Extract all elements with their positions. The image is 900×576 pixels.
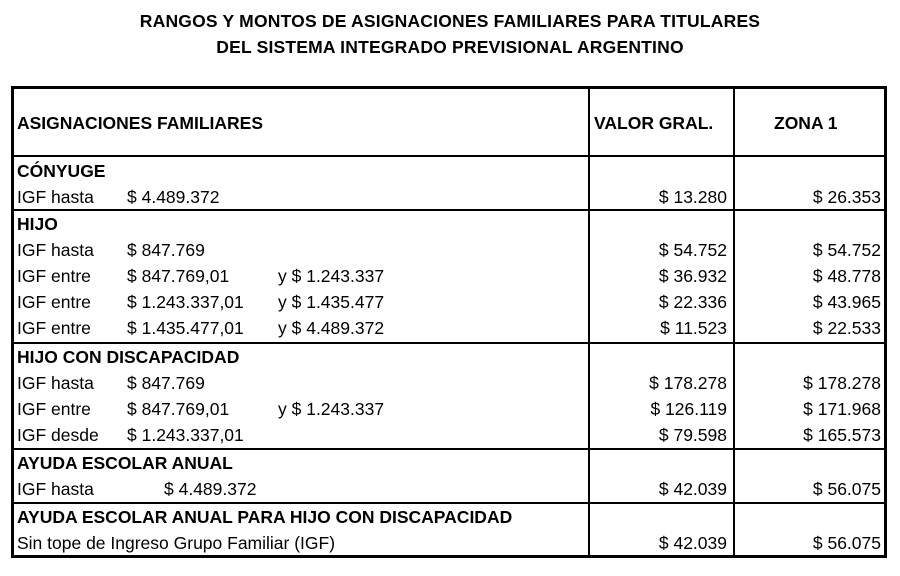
table-row bbox=[14, 184, 884, 210]
table-row bbox=[14, 422, 884, 448]
row-label: IGF desde bbox=[17, 425, 99, 445]
row-from: $ 4.489.372 bbox=[127, 187, 220, 207]
header-valor-gral: VALOR GRAL. bbox=[594, 113, 714, 133]
row-valor-gral: $ 42.039 bbox=[658, 533, 727, 553]
row-from: $ 1.243.337,01 bbox=[127, 425, 244, 445]
row-label: IGF entre bbox=[17, 292, 91, 312]
row-from: $ 847.769,01 bbox=[127, 399, 230, 419]
row-valor-gral: $ 22.336 bbox=[658, 292, 727, 312]
row-valor-gral: $ 42.039 bbox=[658, 479, 727, 499]
table-row bbox=[14, 263, 884, 289]
row-from: $ 847.769 bbox=[127, 373, 205, 393]
section-title-hijo: HIJO bbox=[17, 214, 58, 234]
header-zona-1: ZONA 1 bbox=[774, 113, 838, 133]
row-label: IGF hasta bbox=[17, 240, 94, 260]
row-zona-1: $ 56.075 bbox=[812, 479, 881, 499]
row-label: IGF entre bbox=[17, 266, 91, 286]
header-asignaciones: ASIGNACIONES FAMILIARES bbox=[17, 113, 263, 133]
row-to: y $ 1.243.337 bbox=[278, 266, 385, 286]
row-valor-gral: $ 178.278 bbox=[649, 373, 727, 393]
row-label: IGF entre bbox=[17, 399, 91, 419]
row-to: y $ 1.435.477 bbox=[278, 292, 385, 312]
row-zona-1: $ 48.778 bbox=[812, 266, 881, 286]
section-title-hijo-discapacidad: HIJO CON DISCAPACIDAD bbox=[17, 347, 240, 367]
row-label: IGF entre bbox=[17, 318, 91, 338]
asignaciones-table bbox=[11, 86, 887, 558]
row-valor-gral: $ 54.752 bbox=[658, 240, 727, 260]
section-title-ayuda-escolar-discapacidad: AYUDA ESCOLAR ANUAL PARA HIJO CON DISCAPACIDAD bbox=[17, 507, 513, 527]
row-divider bbox=[14, 209, 884, 211]
title-line-1: RANGOS Y MONTOS DE ASIGNACIONES FAMILIARES PARA TITULARES bbox=[139, 11, 761, 31]
row-to: y $ 4.489.372 bbox=[278, 318, 385, 338]
table-row bbox=[14, 315, 884, 341]
row-from: $ 1.435.477,01 bbox=[127, 318, 244, 338]
table-row bbox=[14, 370, 884, 396]
row-zona-1: $ 171.968 bbox=[803, 399, 881, 419]
table-row bbox=[14, 476, 884, 502]
row-zona-1: $ 43.965 bbox=[812, 292, 881, 312]
row-divider bbox=[14, 155, 884, 157]
row-valor-gral: $ 11.523 bbox=[660, 318, 727, 338]
row-from: $ 4.489.372 bbox=[164, 479, 257, 499]
title-line-2: DEL SISTEMA INTEGRADO PREVISIONAL ARGENTINO bbox=[216, 37, 684, 57]
section-title-conyuge: CÓNYUGE bbox=[17, 161, 106, 181]
row-label: IGF hasta bbox=[17, 479, 94, 499]
row-valor-gral: $ 79.598 bbox=[658, 425, 727, 445]
row-label: IGF hasta bbox=[17, 373, 94, 393]
row-from: $ 1.243.337,01 bbox=[127, 292, 244, 312]
table-row bbox=[14, 237, 884, 263]
row-zona-1: $ 165.573 bbox=[803, 425, 881, 445]
row-label: Sin tope de Ingreso Grupo Familiar (IGF) bbox=[17, 533, 336, 553]
row-valor-gral: $ 126.119 bbox=[650, 399, 727, 419]
row-from: $ 847.769,01 bbox=[127, 266, 230, 286]
table-row bbox=[14, 289, 884, 315]
section-title-ayuda-escolar: AYUDA ESCOLAR ANUAL bbox=[17, 453, 233, 473]
row-zona-1: $ 54.752 bbox=[812, 240, 881, 260]
table-row bbox=[14, 530, 884, 556]
document-title bbox=[0, 8, 900, 60]
row-valor-gral: $ 36.932 bbox=[658, 266, 727, 286]
row-label: IGF hasta bbox=[17, 187, 94, 207]
row-to: y $ 1.243.337 bbox=[278, 399, 385, 419]
row-zona-1: $ 22.533 bbox=[812, 318, 881, 338]
row-zona-1: $ 26.353 bbox=[812, 187, 881, 207]
row-from: $ 847.769 bbox=[127, 240, 205, 260]
row-zona-1: $ 56.075 bbox=[812, 533, 881, 553]
row-zona-1: $ 178.278 bbox=[803, 373, 881, 393]
row-valor-gral: $ 13.280 bbox=[658, 187, 727, 207]
table-row bbox=[14, 396, 884, 422]
